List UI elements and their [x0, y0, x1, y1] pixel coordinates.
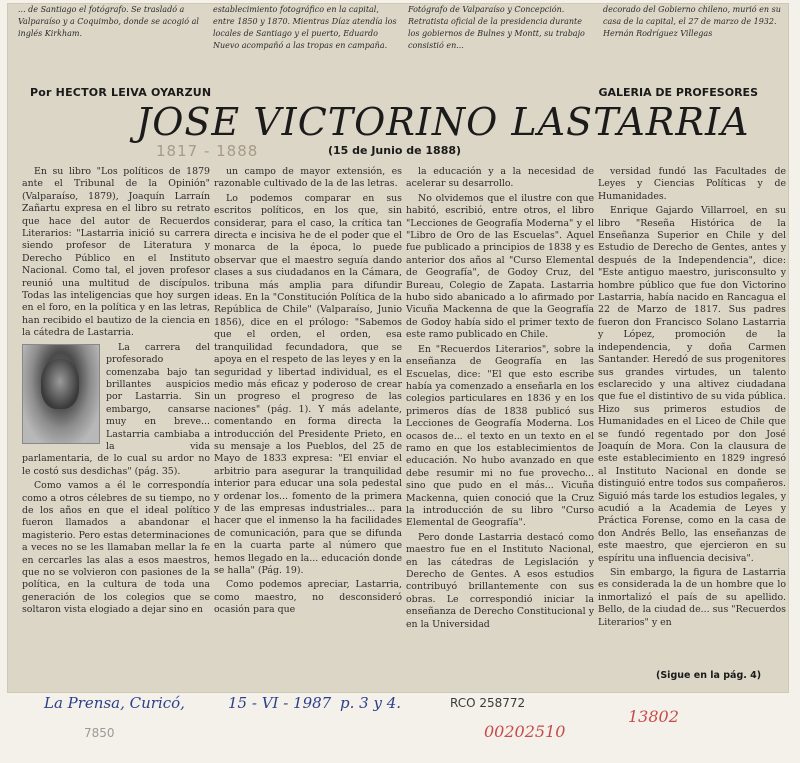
- paragraph: Como podemos apreciar, Lastarria, como maestro, no desconsideró ocasión para que: [214, 579, 402, 616]
- handwritten-source: La Prensa, Curicó,: [44, 694, 185, 712]
- article-column-2: [214, 166, 402, 686]
- top-strip-column: Fotógrafo de Valparaíso y Concepción. Retratista oficial de la presidencia durante los gobiernos de Bulnes y Montt, su trabajo consistió en...: [408, 5, 585, 50]
- paragraph: la educación y a la necesidad de acelerar su desarrollo.: [406, 166, 594, 190]
- top-strip-fragment: [18, 4, 788, 84]
- article-column-1: [22, 166, 210, 686]
- newspaper-clipping: [8, 4, 788, 692]
- dateline: (15 de Junio de 1888): [328, 144, 462, 157]
- portrait-photo: [22, 344, 100, 444]
- paragraph: Pero donde Lastarria destacó como maestro fue en el Instituto Nacional, en las cátedras de Legislación y Derecho de Gentes. A esos estudios contribuyó brillantemente con sus obras. Le correspondió iniciar la enseñanza de Derecho Constitucional y en la Universidad: [406, 531, 594, 630]
- pencil-note: 1817 - 1888: [156, 142, 259, 160]
- paragraph: [22, 166, 210, 340]
- top-strip-column: establecimiento fotográfico en la capital, entre 1850 y 1870. Mientras Díaz atendía los locales de Santiago y el puerto, Eduardo Nuevo acompañó a las tropas en campaña.: [213, 5, 397, 50]
- paragraph-lead: En su libro "Los políticos de 1879 ante el Tribunal de la Opinión" (Valparaíso, 1879), Joaquín Larraín Zañartu expresa en el libro su retrato que hace del autor de Recuerdos Literarios: "Lastarria inició su carrera siendo profesor de Literatura y Derecho Público en el Instituto Nacional. Como tal, el joven profesor reunió una multitud de discípulos. Todas las inteligencias que hoy surgen en el foro, en la política y en las letras, han recibido el bautizo de la ciencia en la cátedra de Lastarria.: [22, 166, 210, 339]
- paragraph: versidad fundó las Facultades de Leyes y Ciencias Políticas y de Humanidades.: [598, 166, 786, 202]
- handwritten-pages: p. 3 y 4.: [340, 694, 402, 712]
- article-body: [22, 166, 786, 686]
- catalog-reference: RCO 258772: [450, 696, 526, 710]
- paragraph: No olvidemos que el ilustre con que habitó, escribió, entre otros, el libro "Lecciones de Geografía Moderna" y el "Libro de Oro de las Escuelas". Aquel fue publicado a principios de 1838 y es anterior dos años al "Curso Elemental de Geografía", de Godoy Cruz, del Bureau, Colegio de Zapata. Lastarria hubo sido abanicado a lo afirmado por Vicuña Mackenna de que la Geografía de Godoy había sido el primer texto de este ramo publicado en Chile.: [406, 192, 594, 341]
- handwritten-date: 15 - VI - 1987: [228, 694, 332, 712]
- catalog-number-alt: 13802: [628, 707, 679, 726]
- top-strip-column: decorado del Gobierno chileno, murió en su casa de la capital, el 27 de marzo de 1932. Hernán Rodríguez Villegas: [603, 5, 781, 38]
- headline: JOSE VICTORINO LASTARRIA: [136, 100, 750, 144]
- continued-notice: (Sigue en la pág. 4): [656, 670, 762, 681]
- paragraph: La carrera del profesorado comenzaba bajo tan brillantes auspicios por Lastarria. Sin embargo, cansarse muy en breve... Lastarria cambiaba a la vida parlamentaria, de lo cual su ardor no le costó sus desdichas" (pág. 35).: [22, 341, 210, 477]
- section-title: GALERIA DE PROFESORES: [598, 86, 758, 99]
- author-byline: Por HECTOR LEIVA OYARZUN: [30, 86, 212, 99]
- article-column-4: [598, 166, 786, 686]
- top-strip-column: ... de Santiago el fotógrafo. Se trasladó a Valparaíso y a Coquimbo, donde se acogió al inglés Kirkham.: [18, 5, 199, 38]
- paragraph: Enrique Gajardo Villarroel, en su libro "Reseña Histórica de la Enseñanza Superior en Chile y del Estudio de Derecho de Gentes, antes y después de la Independencia", dice: "Este antiguo maestro, jurisconsulto y hombre público que fue don Victorino Lastarria, había nacido en Rancagua el 22 de Marzo de 1817. Sus padres fueron don Francisco Solano Lastarria y López, promoción de la independencia, y doña Carmen Santander. Heredó de sus progenitores sus grandes virtudes, un talento esclarecido y una altivez ciudadana que fue el distintivo de su vida pública. Hizo sus primeros estudios de Humanidades en el Liceo de Chile que se fundó regentado por don José Joaquín de Mora. Con la clausura de este establecimiento en 1829 ingresó al Instituto Nacional en donde se distinguió entre todos sus compañeros. Siguió más tarde los estudios legales, y acudió a la Academia de Leyes y Práctica Forense, como en la casa de don Andrés Bello, las enseñanzas de este maestro, que ejercieron en su espíritu una influencia decisiva".: [598, 205, 786, 564]
- paragraph: En "Recuerdos Literarios", sobre la enseñanza de Geografía en las Escuelas, dice: "El que esto escribe había ya comenzado a enseñarla en los colegios particulares en 1836 y en los primeros días de 1838 publicó sus Lecciones de Geografía Moderna. Los ocasos de... el texto en un texto en el ramo en que los establecimientos de educación. No hubo avanzado en que debe resumir mi no fue provecho... sino que pudo en el más... Vicuña Mackenna, quien conoció que la Cruz la introducción de su libro "Curso Elemental de Geografía".: [406, 343, 594, 529]
- paragraph: un campo de mayor extensión, es razonable cultivado de la de las letras.: [214, 166, 402, 190]
- paragraph: Sin embargo, la figura de Lastarria es considerada la de un hombre que lo inmortalizó el país de su apellido. Bello, de la ciudad de... sus "Recuerdos Literarios" y en: [598, 567, 786, 628]
- paragraph: Como vamos a él le correspondía como a otros célebres de su tiempo, no de los años en que el ideal político fueron llamados a abandonar el magisterio. Pero estas determinaciones a veces no se les llamaban mellar la fe en cercarles las alas a esos maestros, que no se volvieron con pasiones de la política, en la cultura de toda una generación de los colegios que se soltaron vista elogiado a dejar sino en: [22, 480, 210, 616]
- article-column-3: [406, 166, 594, 686]
- catalog-number: 00202510: [484, 722, 566, 741]
- paragraph: Lo podemos comparar en sus escritos políticos, en los que, sin considerar, para el caso, la crítica tan directa e incisiva he de el poder que el monarca de la época, lo puede observar que el maestro seguía dando clases a sus ciudadanos en la Cámara, tribuna más amplia para difundir ideas. En la "Constitución Política de la República de Chile" (Valparaíso, Junio 1856), dice en el prólogo: "Sabemos que el orden, el orden, esa tranquilidad fecundadora, que se apoya en el respeto de las leyes y en la seguridad y libertad individual, es el medio más eficaz y poderoso de crear un progreso el progreso de las naciones" (pág. 1). Y más adelante, comentando en forma directa la introducción del Presidente Prieto, en su mensaje a los Pueblos, del 25 de Mayo de 1833 expresa: "El enviar el arbitrio para asegurar la tranquilidad interior para educar una sola pedestal y ordenar los... fomento de la primera y de las empresas industriales... para hacer que el inmenso la ha facilidades de comunicación, para que se difunda en la cuarta parte al número que hemos llegado en la... educación donde se halla" (Pág. 19).: [214, 192, 402, 576]
- faint-number: 7850: [84, 726, 115, 740]
